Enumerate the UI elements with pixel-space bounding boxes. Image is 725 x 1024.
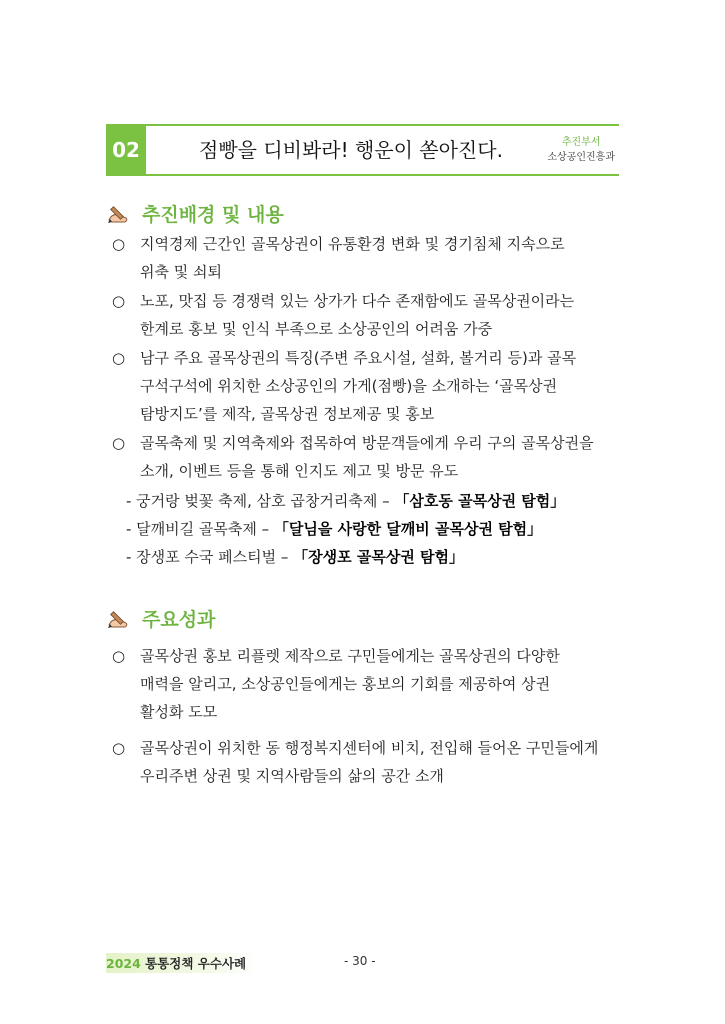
sub-item-event: 「달님을 사랑한 달깨비 골목상권 탐험」 xyxy=(273,520,543,538)
sub-item-text: - 궁거랑 벚꽃 축제, 삼호 곱창거리축제 – xyxy=(126,492,395,510)
section1-title: 추진배경 및 내용 xyxy=(142,204,284,226)
footer-label: 통통정책 우수사례 xyxy=(145,956,247,971)
circle-bullet: ○ xyxy=(112,434,126,452)
section2-title: 주요성과 xyxy=(142,609,216,631)
pen-hand-icon xyxy=(106,609,132,629)
list-item xyxy=(112,287,622,343)
bullet-line: 골목축제 및 지역축제와 접목하여 방문객들에게 우리 구의 골목상권을 xyxy=(140,434,594,452)
bullet-line: 한계로 홍보 및 인식 부족으로 소상공인의 어려움 가중 xyxy=(140,320,493,338)
department-block xyxy=(547,135,615,165)
bullet-line: 소개, 이벤트 등을 통해 인지도 제고 및 방문 유도 xyxy=(140,462,459,480)
bullet-line: 지역경제 근간인 골목상권이 유통환경 변화 및 경기침체 지속으로 xyxy=(140,235,565,253)
section2-heading xyxy=(106,605,215,632)
circle-bullet: ○ xyxy=(112,647,126,665)
section1-heading xyxy=(106,200,284,227)
section-header xyxy=(106,124,619,176)
sub-item-text: - 달깨비길 골목축제 – xyxy=(126,520,274,538)
bullet-line: 우리주변 상권 및 지역사람들의 삶의 공간 소개 xyxy=(140,767,444,785)
circle-bullet: ○ xyxy=(112,235,126,253)
sub-item-event: 「삼호동 골목상권 탐험」 xyxy=(394,492,566,510)
sub-item-text: - 장생포 수국 페스티벌 – xyxy=(126,548,294,566)
bullet-line: 위축 및 쇠퇴 xyxy=(140,263,222,281)
bullet-line: 매력을 알리고, 소상공인들에게는 홍보의 기회를 제공하여 상권 xyxy=(140,675,551,693)
bullet-line: 탐방지도’를 제작, 골목상권 정보제공 및 홍보 xyxy=(140,405,435,423)
sub-list-item xyxy=(126,543,464,571)
circle-bullet: ○ xyxy=(112,739,126,757)
section-number: 02 xyxy=(106,126,146,174)
page-title: 점빵을 디비봐라! 행운이 쏟아진다. xyxy=(199,138,503,162)
circle-bullet: ○ xyxy=(112,349,126,367)
list-item xyxy=(112,429,622,485)
footer-year: 2024 xyxy=(106,956,141,971)
department-name: 소상공인진흥과 xyxy=(547,152,615,163)
sub-list-item xyxy=(126,515,542,543)
bullet-line: 활성화 도모 xyxy=(140,703,218,721)
bullet-line: 남구 주요 골목상권의 특징(주변 주요시설, 설화, 볼거리 등)과 골목 xyxy=(140,349,577,367)
bullet-line: 노포, 맛집 등 경쟁력 있는 상가가 다수 존재함에도 골목상권이라는 xyxy=(140,292,575,310)
pen-hand-icon xyxy=(106,204,132,224)
bullet-line: 골목상권이 위치한 동 행정복지센터에 비치, 전입해 들어온 구민들에게 xyxy=(140,739,599,757)
list-item xyxy=(112,642,622,726)
page-number: - 30 - xyxy=(344,954,376,968)
bullet-line: 골목상권 홍보 리플렛 제작으로 구민들에게는 골목상권의 다양한 xyxy=(140,647,560,665)
list-item xyxy=(112,344,622,428)
circle-bullet: ○ xyxy=(112,292,126,310)
sub-list-item xyxy=(126,487,565,515)
sub-item-event: 「장생포 골목상권 탐험」 xyxy=(293,548,465,566)
department-label: 추진부서 xyxy=(561,137,601,148)
footer-title xyxy=(106,953,256,973)
list-item xyxy=(112,230,622,286)
bullet-line: 구석구석에 위치한 소상공인의 가게(점빵)을 소개하는 ‘골목상권 xyxy=(140,377,558,395)
list-item xyxy=(112,734,622,790)
